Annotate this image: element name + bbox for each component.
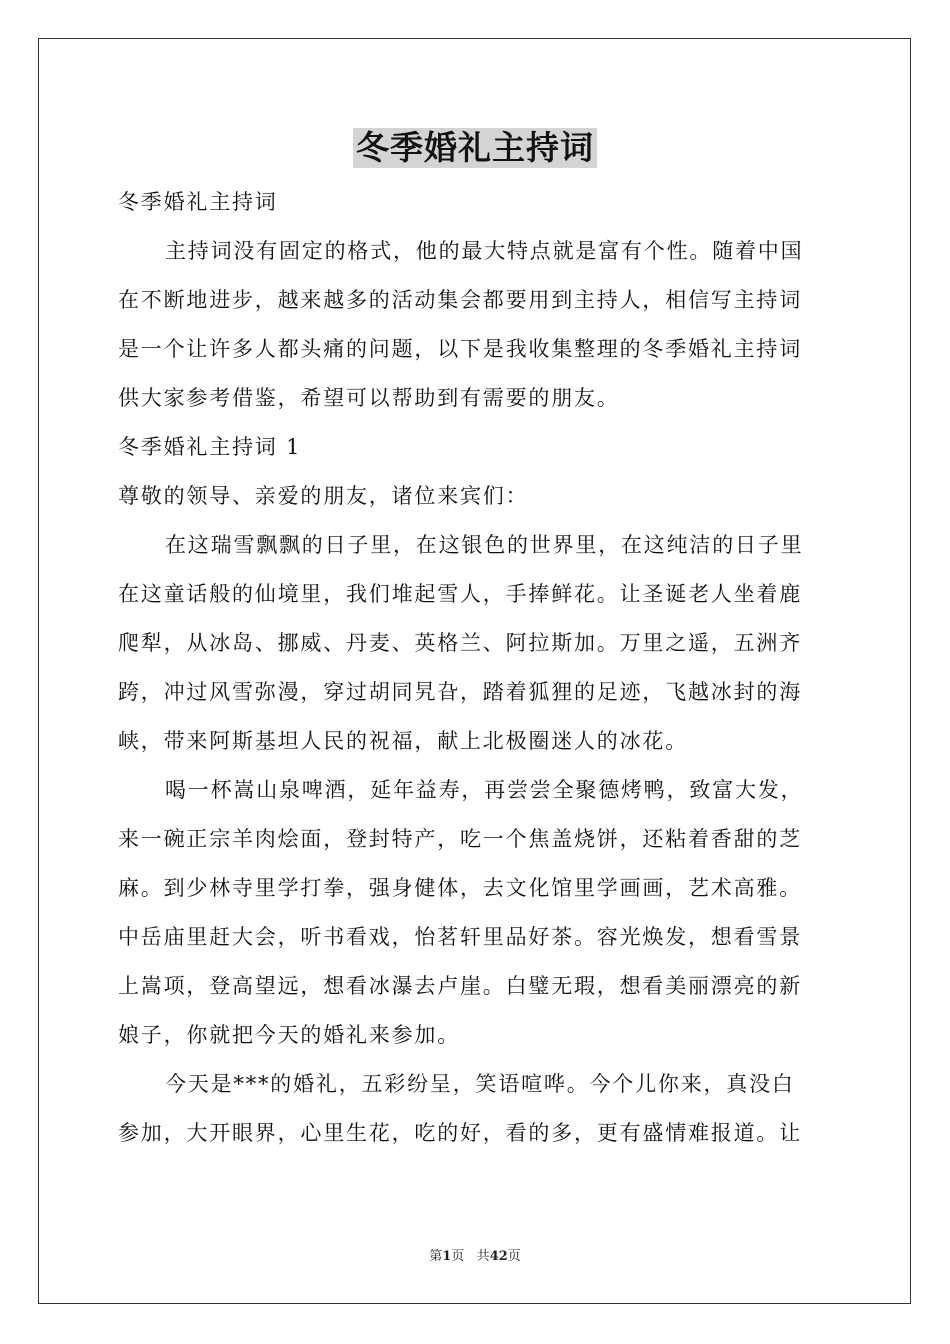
footer-page-suffix: 页 bbox=[451, 1249, 465, 1264]
footer-total-pages: 42 bbox=[489, 1249, 508, 1264]
text-line: 在这童话般的仙境里，我们堆起雪人，手捧鲜花。让圣诞老人坐着鹿 bbox=[118, 582, 802, 606]
text-line: 冬季婚礼主持词 bbox=[118, 190, 278, 214]
page-footer bbox=[0, 1245, 950, 1264]
document-title: 冬季婚礼主持词 bbox=[353, 128, 597, 168]
text-line: 爬犁，从冰岛、挪威、丹麦、英格兰、阿拉斯加。万里之遥，五洲齐 bbox=[118, 631, 802, 655]
text-line: 来一碗正宗羊肉烩面，登封特产，吃一个焦盖烧饼，还粘着香甜的芝 bbox=[118, 827, 802, 851]
text-line: 在这瑞雪飘飘的日子里，在这银色的世界里，在这纯洁的日子里 bbox=[165, 533, 804, 557]
text-line: 娘子，你就把今天的婚礼来参加。 bbox=[118, 1023, 460, 1047]
title-container bbox=[0, 128, 950, 168]
text-line: 是一个让许多人都头痛的问题，以下是我收集整理的冬季婚礼主持词 bbox=[118, 337, 802, 361]
text-line: 麻。到少林寺里学打拳，强身健体，去文化馆里学画画，艺术高雅。 bbox=[118, 876, 802, 900]
text-line: 主持词没有固定的格式，他的最大特点就是富有个性。随着中国 bbox=[165, 239, 804, 263]
footer-total-prefix: 共 bbox=[476, 1249, 490, 1264]
text-line: 峡，带来阿斯基坦人民的祝福，献上北极圈迷人的冰花。 bbox=[118, 729, 688, 753]
text-line: 跨，冲过风雪弥漫，穿过胡同旯旮，踏着狐狸的足迹，飞越冰封的海 bbox=[118, 680, 802, 704]
text-line: 参加，大开眼界，心里生花，吃的好，看的多，更有盛情难报道。让 bbox=[118, 1121, 802, 1145]
text-line: 尊敬的领导、亲爱的朋友，诸位来宾们： bbox=[118, 484, 529, 508]
footer-total-suffix: 页 bbox=[507, 1249, 521, 1264]
document-body bbox=[118, 178, 838, 1158]
text-line: 喝一杯嵩山泉啤酒，延年益寿，再尝尝全聚德烤鸭，致富大发， bbox=[165, 778, 804, 802]
footer-page-number: 1 bbox=[442, 1249, 452, 1264]
text-line: 今天是***的婚礼，五彩纷呈，笑语喧哗。今个儿你来，真没白 bbox=[165, 1072, 795, 1096]
text-line: 供大家参考借鉴，希望可以帮助到有需要的朋友。 bbox=[118, 386, 620, 410]
text-line: 中岳庙里赶大会，听书看戏，怡茗轩里品好茶。容光焕发，想看雪景 bbox=[118, 925, 802, 949]
text-line: 冬季婚礼主持词 1 bbox=[118, 435, 302, 459]
text-line: 在不断地进步，越来越多的活动集会都要用到主持人，相信写主持词 bbox=[118, 288, 802, 312]
text-line: 上嵩项，登高望远，想看冰瀑去卢崖。白璧无瑕，想看美丽漂亮的新 bbox=[118, 974, 802, 998]
footer-prefix: 第 bbox=[429, 1249, 443, 1264]
